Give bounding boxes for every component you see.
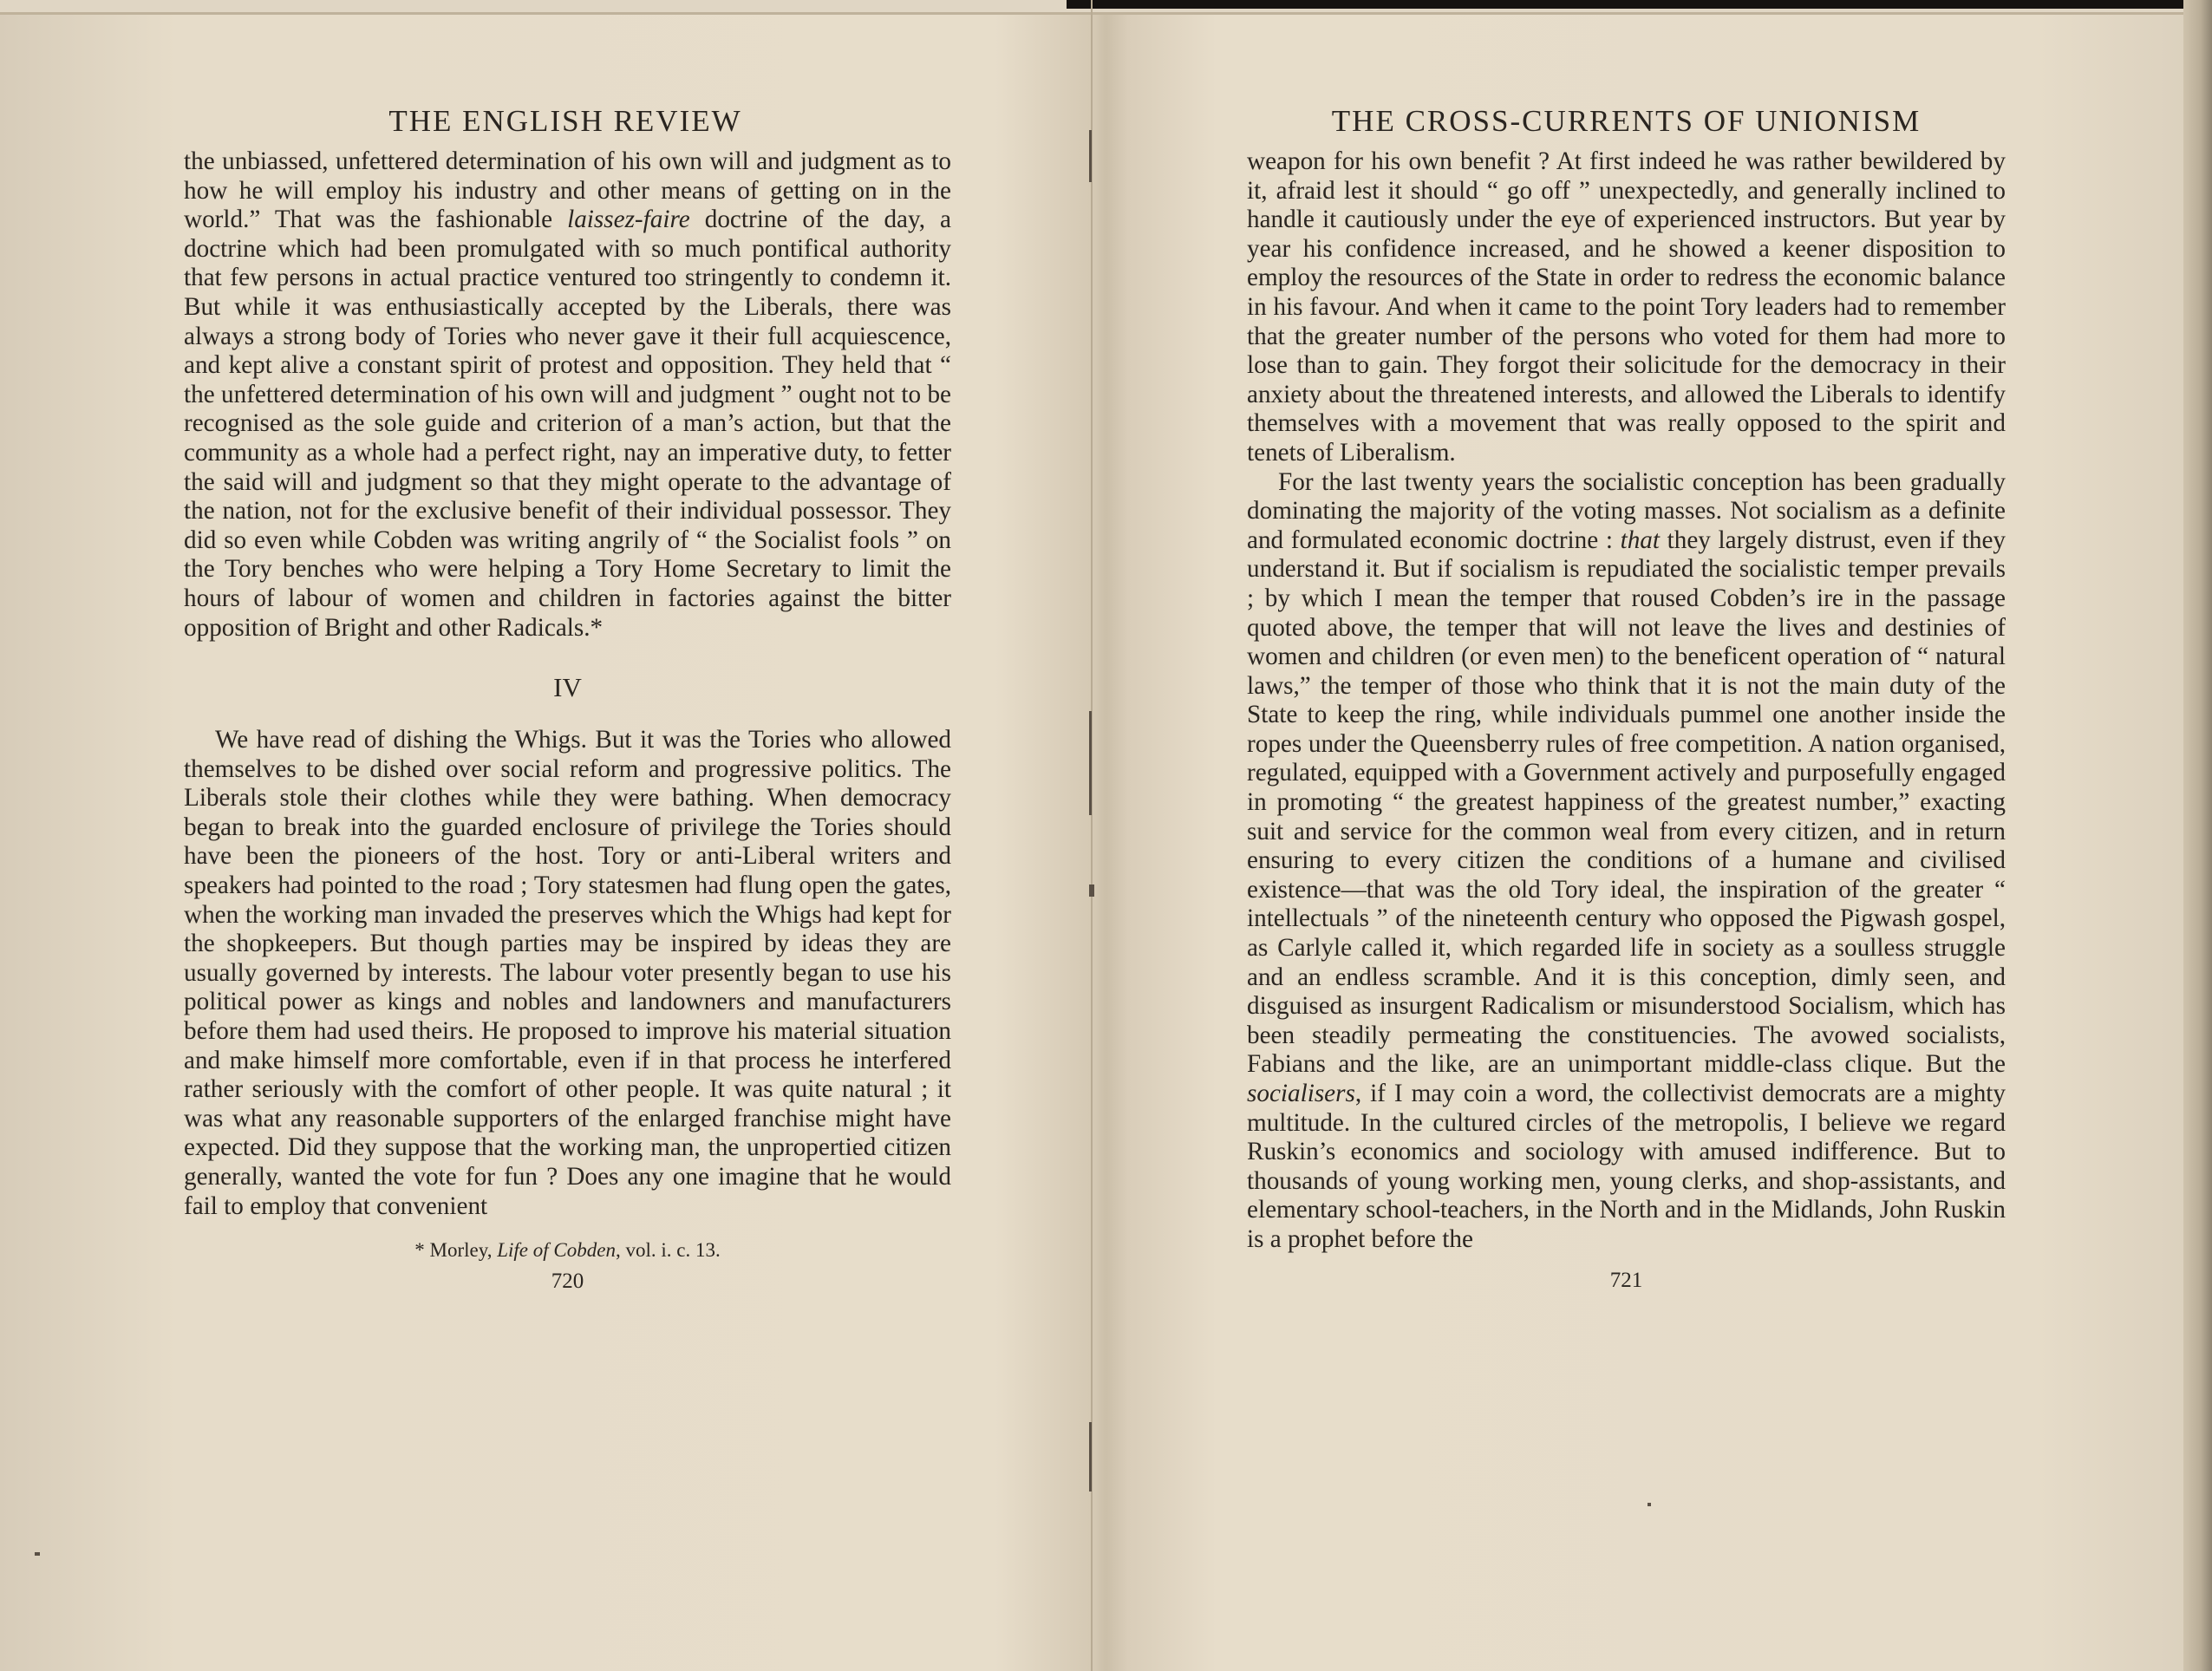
text-run: , vol. i. c. 13. — [615, 1239, 721, 1262]
page-edge-shadow — [2183, 0, 2212, 1671]
spine-gutter — [1091, 0, 1093, 1671]
paragraph — [184, 147, 951, 643]
footnote — [184, 1238, 951, 1263]
italic-term: laissez-faire — [567, 206, 690, 234]
speck — [1648, 1503, 1651, 1506]
text-run: they largely distrust, even if they understand it. But if socialism is repudiated the socialistic temper prevails ; by which I mean the temper that roused Cobden’s ire in the passage quoted above, the temper that will not leave the lives and destinies of women and children (or even men) to the beneficent operation of “ natural laws,” the temper of those who think that it is not the main duty of the State to keep the ring, while individuals pummel one another inside the ropes under the Queensberry rules of free competition. A nation organised, regulated, equipped with a Government actively and purposefully engaged in promoting “ the greatest happiness of the greatest number,” exacting suit and service for the common weal from every citizen, and in return ensuring to every citizen the conditions of a humane and civilised existence—that was the old Tory ideal, the inspiration of the greater “ intellectuals ” of the nineteenth century who opposed the Pigwash gospel, as Carlyle called it, which regarded life in society as a soulless struggle and an endless scramble. And it is this conception, dimly seen, and disguised as insurgent Radicalism or misunderstood Socialism, which has been steadily permeating the constituencies. The avowed socialists, Fabians and the like, are an unimportant middle-class clique. But the — [1247, 525, 2006, 1079]
paragraph: weapon for his own benefit ? At first indeed he was rather bewildered by it, afraid lest it should “ go off ” unexpectedly, and generally inclined to handle it cautiously under the eye of experienced instructors. But year by year his confidence increased, and he showed a keener disposition to employ the resources of the State in order to redress the economic balance in his favour. And when it came to the point Tory leaders had to remember that the greater number of the persons who voted for them had more to lose than to gain. They forgot their solicitude for the democracy in their anxiety about the threatened interests, and allowed the Liberals to identify themselves with a movement that was really opposed to the spirit and tenets of Liberalism. — [1247, 147, 2006, 467]
text-run: For the last twenty years the socialistic conception has been gradually dominating the majority of the voting masses. Not socialism as a definite and formulated economic doctrine : — [1247, 467, 2006, 554]
page-number: 720 — [551, 1270, 584, 1294]
text-run: , if I may coin a word, the collectivist democrats are a mighty multitude. In the cultured circles of the metropolis, I believe we regard Ruskin’s economics and sociology with amused indifference. But to thousands of young working men, young clerks, and shop-assistants, and elementary school-teachers, in the North and in the Midlands, John Ruskin is a prophet before the — [1247, 1080, 2006, 1253]
italic-term: socialisers — [1247, 1080, 1355, 1107]
gutter-mark — [1089, 711, 1092, 815]
running-head: THE ENGLISH REVIEW — [388, 104, 742, 138]
left-page — [184, 102, 951, 1294]
text-run: doctrine of the day, a doctrine which had been promulgated with so much pontifical authority that few persons in actual practice ventured too stringently to condemn it. But while it was enthusiastically accepted by the Liberals, there was always a strong body of Tories who never gave it their full acquiescence, and kept alive a constant spirit of protest and opposition. They held that “ the unfettered determination of his own will and judgment ” ought not to be recognised as the sole guide and criterion of a man’s action, but that the community as a whole had a perfect right, nay an imperative duty, to fetter the said will and judgment so that they might operate to the advantage of the nation, not for the exclusive benefit of their individual possessor. They did so even while Cobden was writing angrily of “ the Socialist fools ” on the Tory benches who were helping a Tory Home Secretary to limit the hours of labour of women and children in factories against the bitter opposition of Bright and other Radicals.* — [184, 206, 951, 642]
gutter-mark — [1089, 1422, 1092, 1491]
paragraph — [1247, 468, 2006, 1255]
body-text — [1247, 147, 2006, 1255]
text-run: the unbiassed, unfettered determination of his own will and judgment as to how he will employ his industry and other means of getting on in the world.” That was the fashionable — [184, 147, 951, 234]
gutter-mark — [1089, 884, 1094, 897]
page-number: 721 — [1609, 1268, 1643, 1292]
paragraph: We have read of dishing the Whigs. But it was the Tories who allowed themselves to be dished over social reform and progressive politics. The Liberals stole their clothes while they were bathing. When democracy began to break into the guarded enclosure of privilege the Tories should have been the pioneers of the host. Tory or anti-Liberal writers and speakers had pointed to the road ; Tory statesmen had flung open the gates, when the working man invaded the preserves which the Whigs had kept for the shopkeepers. But though parties may be inspired by ideas they are usually governed by interests. The labour voter presently began to use his political power as kings and nobles and landowners and manufacturers before them had used theirs. He proposed to improve his material situation and make himself more comfortable, even if in that process he interfered rather seriously with the comfort of other people. It was quite natural ; it was what any reasonable supporters of the enlarged franchise might have expected. Did they suppose that the working man, the unpropertied citizen generally, wanted the vote for fun ? Does any one imagine that he would fail to employ that convenient — [184, 726, 951, 1220]
text-run: * Morley, — [414, 1239, 498, 1262]
background-edge — [1067, 0, 2212, 9]
section-heading: IV — [553, 672, 582, 703]
speck — [35, 1552, 40, 1556]
right-page — [1247, 102, 2006, 1293]
body-text — [184, 147, 951, 1221]
italic-title: Life of Cobden — [497, 1239, 616, 1262]
running-head: THE CROSS-CURRENTS OF UNIONISM — [1331, 104, 1922, 138]
italic-term: that — [1620, 525, 1660, 554]
gutter-mark — [1089, 130, 1092, 182]
